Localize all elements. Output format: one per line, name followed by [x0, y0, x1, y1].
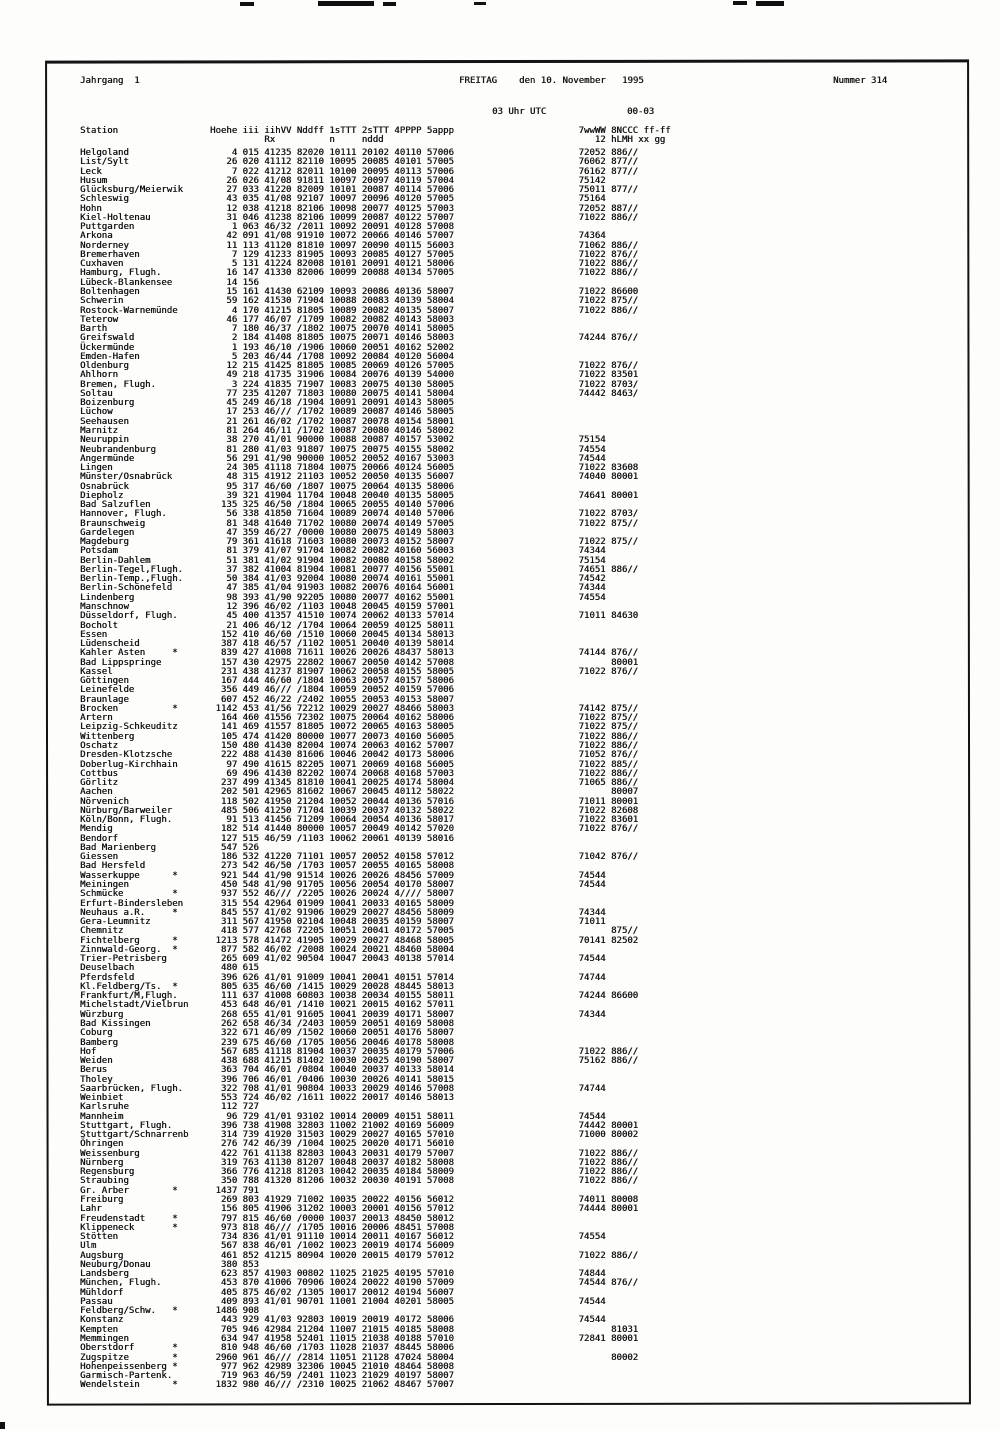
table-row: Straubing 350 788 41320 81206 10032 20030 40191 57008 71022 886//: [80, 1176, 639, 1187]
table-row: Freiburg 269 803 41929 71002 10035 20022 40156 56012 74011 80008: [80, 1195, 639, 1206]
table-row: Kempten 705 946 42984 21204 11007 21015 40185 58008 81031: [80, 1324, 639, 1335]
table-row: Passau 409 893 41/01 90701 11001 21004 40201 58005 74544: [80, 1296, 606, 1307]
table-row: Braunlage 607 452 46/22 /2402 10055 20053 40153 58007: [80, 694, 454, 705]
table-row: Nörvenich 118 502 41950 21204 10052 20044 40136 57016 71011 80001: [80, 796, 639, 807]
table-row: Görlitz 237 499 41345 81810 10041 20025 40174 58004 71065 886//: [80, 778, 639, 789]
table-row: Weinbiet 553 724 46/02 /1611 10022 20017 40146 58013: [80, 1093, 454, 1104]
table-row: Weiden 438 688 41215 81402 10030 20025 40190 58007 75162 886//: [80, 1056, 639, 1067]
table-row: Lindenberg 98 393 41/90 92205 10080 20077 40162 55001 74554: [80, 592, 606, 603]
table-row: Zinnwald-Georg. * 877 582 46/02 /2008 10024 20021 48460 58004: [80, 944, 454, 955]
table-row: Garmisch-Partenk. 719 963 46/59 /2401 11023 21029 40197 58007: [80, 1371, 454, 1382]
table-row: Artern 164 460 41556 72302 10075 20064 40162 58006 71022 875//: [80, 713, 639, 724]
table-row: Lübeck-Blankensee 14 156: [80, 277, 259, 288]
table-row: Michelstadt/Vielbrun 453 648 46/01 /1410 10021 20015 40162 57011: [80, 1000, 454, 1011]
table-row: Rostock-Warnemünde 4 170 41215 81805 10089 20082 40135 58007 71022 886//: [80, 305, 639, 316]
table-row: München, Flugh. 453 870 41006 70906 10024 20022 40190 57009 74544 876//: [80, 1278, 639, 1289]
table-row: Oschatz 150 480 41430 82004 10074 20063 40162 57007 71022 886//: [80, 741, 639, 751]
table-row: Hohenpeissenberg * 977 962 42989 32306 10045 21010 48464 58008: [80, 1361, 454, 1372]
table-row: Wendelstein * 1832 980 46/// /2310 10025 21062 48467 57007: [80, 1380, 454, 1391]
table-row: Emden-Hafen 5 203 46/44 /1708 10092 20084 40120 56004: [80, 351, 454, 362]
table-row: Trier-Petrisberg 265 609 41/02 90504 10047 20043 40138 57014 74544: [80, 954, 606, 965]
table-row: Cottbus 69 496 41430 82202 10074 20068 40168 57003 71022 886//: [80, 768, 639, 779]
scan-artifact: [0, 1422, 5, 1429]
table-row: Leck 7 022 41212 82011 10100 20095 40113 57006 76162 877//: [80, 166, 639, 177]
table-row: Puttgarden 1 063 46/32 /2011 10092 20091 40128 57008: [80, 222, 454, 233]
table-row: Aachen 202 501 42965 81602 10067 20045 40112 58022 80007: [80, 787, 639, 798]
table-row: Lüdenscheid 387 418 46/57 /1102 10051 20040 40139 58014: [80, 639, 454, 650]
table-row: Kahler Asten * 839 427 41008 71611 10026 20026 48437 58013 74144 876//: [80, 648, 639, 659]
table-row: Wasserkuppe * 921 544 41/90 91514 10026 20026 48456 57009 74544: [80, 870, 606, 881]
table-row: Klippeneck * 973 818 46/// /1705 10016 20006 48451 57008: [80, 1222, 454, 1233]
table-row: Mendig 182 514 41440 80000 10057 20049 40142 57020 71022 876//: [80, 824, 639, 835]
table-row: Karlsruhe 112 727: [80, 1102, 259, 1113]
table-row: Kl.Feldberg/Ts. * 805 635 46/60 /1415 10029 20028 48445 58013: [80, 981, 454, 992]
table-row: Bremen, Flugh. 3 224 41835 71907 10083 20075 40130 58005 71022 8703/: [80, 379, 639, 390]
table-row: Glücksburg/Meierwik 27 033 41220 82009 10101 20087 40114 57006 75011 877//: [80, 185, 639, 196]
table-row: Lüchow 17 253 46/// /1702 10089 20087 40146 58005: [80, 407, 454, 418]
table-row: Nürburg/Barweiler 485 506 41250 71704 10039 20037 40132 58022 71022 82608: [80, 805, 639, 816]
table-row: Gera-Leumnitz 311 567 41950 02104 10048 20035 40159 58007 71011: [80, 917, 606, 928]
table-row: Neuburg/Donau 380 853: [80, 1259, 259, 1270]
table-row: Mannheim 96 729 41/01 93102 10014 20009 40151 58011 74544: [80, 1111, 606, 1122]
table-row: Hof 567 685 41118 81904 10037 20035 40179 57006 71022 886//: [80, 1046, 639, 1057]
table-row: Bremerhaven 7 129 41233 81905 10093 20085 40127 57005 71022 876//: [80, 249, 639, 260]
table-row: Braunschweig 81 348 41640 71702 10080 20074 40149 57005 71022 875//: [80, 518, 639, 529]
table-row: Stuttgart, Flugh. 396 738 41908 32803 11002 21002 40169 56009 74442 80001: [80, 1120, 639, 1131]
masthead-year: 1995: [622, 76, 644, 86]
table-row: Bad Salzuflen 135 325 46/50 /1804 10065 20055 40140 57006: [80, 500, 454, 511]
observation-time-utc: 03 Uhr UTC: [492, 107, 547, 117]
scan-artifact: [383, 2, 396, 6]
table-row: Konstanz 443 929 41/03 92803 10019 20019 40172 58006 74544: [80, 1315, 606, 1326]
table-row: Seehausen 21 261 46/02 /1702 10087 20078 40154 58001: [80, 416, 454, 427]
table-row: Kassel 231 438 41237 81907 10062 20058 40155 58005 71022 876//: [80, 666, 639, 677]
table-row: Dresden-Klotzsche 222 488 41430 81606 10046 20042 40173 58006 71052 876//: [80, 750, 639, 761]
table-row: List/Sylt 26 020 41112 82110 10095 20085 40101 57005 76062 877//: [80, 157, 639, 168]
table-row: Leipzig-Schkeuditz 141 469 41557 81805 10072 20065 40163 58005 71022 875//: [80, 722, 639, 733]
observation-time-range: 00-03: [627, 107, 655, 117]
table-row: Deuselbach 480 615: [80, 963, 259, 974]
table-row: Meiningen 450 548 41/90 91705 10056 20054 40170 58007 74544: [80, 879, 606, 890]
table-header-row-1: Station Hoehe iii iihVV Nddff 1sTTT 2sTTT 4PPPP 5appp 7wwWW 8NCCC ff-ff: [80, 126, 671, 136]
table-row: Oberstdorf * 810 948 46/60 /1703 11028 21037 48445 58006: [80, 1343, 454, 1354]
table-row: Schwerin 59 162 41530 71904 10088 20083 40139 58004 71022 875//: [80, 296, 639, 307]
table-row: Neuhaus a.R. * 845 557 41/02 91906 10029 20027 48456 58009 74344: [80, 907, 606, 918]
table-row: Oldenburg 12 215 41425 81805 10085 20069 40126 57005 71022 876//: [80, 361, 639, 372]
table-row: Stuttgart/Schnarrenb 314 739 41920 31503 10029 20027 40165 57010 71000 80002: [80, 1130, 639, 1141]
table-row: Neubrandenburg 81 280 41/03 91807 10075 20075 40155 58002 74554: [80, 444, 606, 455]
table-row: Manschnow 12 396 46/02 /1103 10048 20045 40159 57001: [80, 602, 454, 613]
table-row: Bad Marienberg 547 526: [80, 842, 259, 853]
table-row: Wittenberg 105 474 41420 80000 10077 20073 40160 56005 71022 886//: [80, 731, 639, 742]
scan-artifact: [318, 1, 374, 6]
table-row: Soltau 77 235 41207 71803 10080 20075 40141 58004 74442 8463/: [80, 388, 639, 399]
table-row: Boizenburg 45 249 46/18 /1904 10091 20091 40143 58005: [80, 398, 454, 409]
table-row: Greifswald 2 184 41408 81805 10075 20071 40146 58003 74244 876//: [80, 333, 639, 344]
table-row: Bad Kissingen 262 658 46/34 /2403 10059 20051 40169 58008: [80, 1018, 454, 1029]
table-row: Lahr 156 805 41906 31202 10003 20001 40156 57012 74444 80001: [80, 1204, 639, 1215]
table-row: Marnitz 81 264 46/11 /1702 10087 20080 40146 58002: [80, 425, 454, 436]
table-row: Doberlug-Kirchhain 97 490 41615 82205 10071 20069 40168 56005 71022 885//: [80, 759, 639, 770]
table-row: Landsberg 623 857 41903 00802 11025 21025 40195 57010 74844: [80, 1269, 606, 1280]
table-row: Freudenstadt * 797 815 46/60 /0000 10037 20013 48450 58012: [80, 1213, 454, 1224]
table-row: Saarbrücken, Flugh. 322 708 41/01 90804 10033 20029 40146 57008 74744: [80, 1083, 606, 1094]
scan-artifact: [756, 1, 784, 6]
table-row: Göttingen 167 444 46/60 /1804 10063 20057 40157 58006: [80, 676, 454, 687]
table-row: Coburg 322 671 46/09 /1502 10060 20051 40176 58007: [80, 1028, 454, 1039]
table-row: Öhringen 276 742 46/39 /1004 10025 20020 40171 56010: [80, 1139, 454, 1150]
table-row: Magdeburg 79 361 41618 71603 10080 20073 40152 58007 71022 875//: [80, 537, 639, 548]
table-row: Berlin-Schönefeld 47 385 41/04 91903 10082 20076 40164 56001 74344: [80, 583, 606, 594]
table-row: Ahlhorn 49 218 41735 31906 10084 20076 40139 54000 71022 83501: [80, 370, 639, 381]
table-row: Zugspitze * 2960 961 46/// /2814 11051 21128 47024 58004 80002: [80, 1352, 639, 1363]
table-row: Essen 152 410 46/60 /1510 10060 20045 40134 58013: [80, 629, 454, 640]
table-row: Tholey 396 706 46/01 /0406 10030 20026 40141 58015: [80, 1074, 454, 1085]
scan-artifact: [474, 2, 486, 5]
masthead-date: den 10. November: [519, 76, 606, 86]
table-row: Teterow 46 177 46/07 /1709 10082 20082 40143 58003: [80, 314, 454, 325]
table-row: Bad Hersfeld 273 542 46/50 /1703 10057 20055 40165 58008: [80, 861, 454, 872]
table-row: Fichtelberg * 1213 578 41472 41905 10029 20027 48468 58005 70141 82502: [80, 935, 639, 946]
table-row: Erfurt-Bindersleben 315 554 42964 01909 10041 20033 40165 58009: [80, 898, 454, 909]
table-row: Norderney 11 113 41120 81810 10097 20090 40115 56003 71062 886//: [80, 240, 639, 251]
table-row: Berlin-Temp.,Flugh. 50 384 41/03 92004 10080 20074 40161 55001 74542: [80, 574, 606, 585]
masthead-journal: Jahrgang 1: [80, 76, 140, 86]
table-row: Pferdsfeld 396 626 41/01 91009 10041 20041 40151 57014 74744: [80, 972, 606, 983]
table-row: Ulm 567 838 46/01 /1002 10023 20019 40174 56009: [80, 1241, 454, 1252]
table-row: Neuruppin 38 270 41/01 90000 10088 20087 40157 53002 75154: [80, 435, 606, 446]
table-row: Schmücke * 937 552 46/// /2205 10026 20024 4//// 58007: [80, 889, 454, 900]
table-row: Angermünde 56 291 41/90 90000 10052 20052 40167 53003 74544: [80, 453, 606, 464]
table-row: Stötten 734 836 41/01 91110 10014 20011 40167 56012 74554: [80, 1232, 606, 1243]
table-row: Brocken * 1142 453 41/56 72212 10029 20027 48466 58003 74142 875//: [80, 703, 639, 714]
table-row: Feldberg/Schw. * 1486 908: [80, 1306, 259, 1317]
table-row: Giessen 186 532 41220 71101 10057 20052 40158 57012 71042 876//: [80, 852, 639, 863]
table-row: Barth 7 180 46/37 /1802 10075 20070 40141 58005: [80, 324, 454, 335]
table-row: Würzburg 268 655 41/01 91605 10041 20039 40171 58007 74344: [80, 1009, 606, 1020]
table-row: Hannover, Flugh. 56 338 41850 71604 10089 20074 40140 57006 71022 8703/: [80, 509, 639, 520]
table-row: Frankfurt/M,Flugh. 111 637 41008 60803 10038 20034 40155 58011 74244 86600: [80, 991, 639, 1002]
table-row: Hohn 12 038 41218 82106 10098 20077 40125 57003 72052 887//: [80, 203, 639, 214]
table-row: Chemnitz 418 577 42768 72205 10051 20041 40172 57005 875//: [80, 926, 639, 937]
table-row: Mühldorf 405 875 46/02 /1305 10017 20012 40194 56007: [80, 1287, 454, 1298]
table-row: Arkona 42 091 41/08 91910 10072 20066 40146 57007 74364: [80, 231, 606, 242]
station-table: [80, 149, 638, 1391]
table-row: Kiel-Holtenau 31 046 41238 82106 10099 20087 40122 57007 71022 886//: [80, 212, 639, 223]
table-row: Gr. Arber * 1437 791: [80, 1185, 259, 1196]
table-row: Bocholt 21 406 46/12 /1704 10064 20059 40125 58011: [80, 620, 454, 631]
table-row: Regensburg 366 776 41218 81203 10042 20035 40184 58009 71022 886//: [80, 1167, 639, 1178]
table-row: Ückermünde 1 193 46/10 /1906 10060 20051 40162 52002: [80, 342, 454, 353]
table-row: Gardelegen 47 359 46/27 /0000 10080 20075 40149 58003: [80, 527, 454, 538]
table-row: Berus 363 704 46/01 /0804 10040 20037 40133 58014: [80, 1065, 454, 1076]
masthead-issue-number: Nummer 314: [833, 76, 888, 86]
table-row: Osnabrück 95 317 46/60 /1807 10075 20064 40135 58006: [80, 481, 454, 492]
table-row: Schleswig 43 035 41/08 92107 10097 20096 40120 57005 75164: [80, 194, 606, 205]
table-row: Düsseldorf, Flugh. 45 400 41357 41510 10074 20062 40133 57014 71011 84630: [80, 611, 639, 622]
table-row: Helgoland 4 015 41235 82020 10111 20102 40110 57006 72052 886//: [80, 148, 639, 158]
masthead-weekday: FREITAG: [459, 76, 497, 86]
table-row: Berlin-Tegel,Flugh. 37 382 41004 81904 10081 20077 40156 55001 74651 886//: [80, 564, 639, 575]
table-header-row-2: Rx n nddd 12 hLMH xx gg: [80, 135, 666, 146]
table-row: Münster/Osnabrück 48 315 41912 21103 10052 20050 40135 56007 74040 80001: [80, 472, 639, 483]
table-row: Boltenhagen 15 161 41430 62109 10093 20086 40136 58007 71022 86600: [80, 286, 639, 297]
table-row: Leinefelde 356 449 46/// /1804 10059 20052 40159 57006: [80, 685, 454, 696]
table-row: Diepholz 39 321 41904 11704 10048 20040 40135 58005 74641 80001: [80, 490, 639, 501]
table-row: Memmingen 634 947 41958 52401 11015 21038 40188 57010 72841 80001: [80, 1334, 639, 1344]
table-row: Nürnberg 319 763 41130 81207 10048 20037 40182 58008 71022 886//: [80, 1157, 639, 1168]
table-row: Weissenburg 422 761 41138 82803 10043 20031 40179 57007 71022 886//: [80, 1148, 639, 1159]
table-row: Bamberg 239 675 46/60 /1705 10056 20046 40178 58008: [80, 1037, 454, 1048]
table-row: Cuxhaven 5 131 41224 82008 10101 20091 40121 58006 71022 886//: [80, 259, 639, 270]
table-row: Bendorf 127 515 46/59 /1103 10062 20061 40139 58016: [80, 833, 454, 844]
table-row: Husum 26 026 41/08 91811 10097 20097 40119 57004 75142: [80, 175, 606, 186]
scan-artifact: [733, 1, 747, 5]
scan-artifact: [240, 2, 254, 6]
table-row: Augsburg 461 852 41215 80904 10020 20015 40179 57012 71022 886//: [80, 1250, 639, 1261]
table-row: Bad Lippspringe 157 430 42975 22802 10067 20050 40142 57008 80001: [80, 657, 639, 668]
table-row: Lingen 24 305 41118 71804 10075 20066 40124 56005 71022 83608: [80, 463, 639, 474]
table-row: Köln/Bonn, Flugh. 91 513 41456 71209 10064 20054 40136 58017 71022 83601: [80, 815, 639, 826]
table-row: Berlin-Dahlem 51 381 41/02 91904 10082 20080 40158 58002 75154: [80, 555, 606, 566]
table-row: Hamburg, Flugh. 16 147 41330 82006 10099 20088 40134 57005 71022 886//: [80, 268, 639, 279]
table-row: Potsdam 81 379 41/07 91704 10082 20082 40160 56003 74344: [80, 546, 606, 557]
